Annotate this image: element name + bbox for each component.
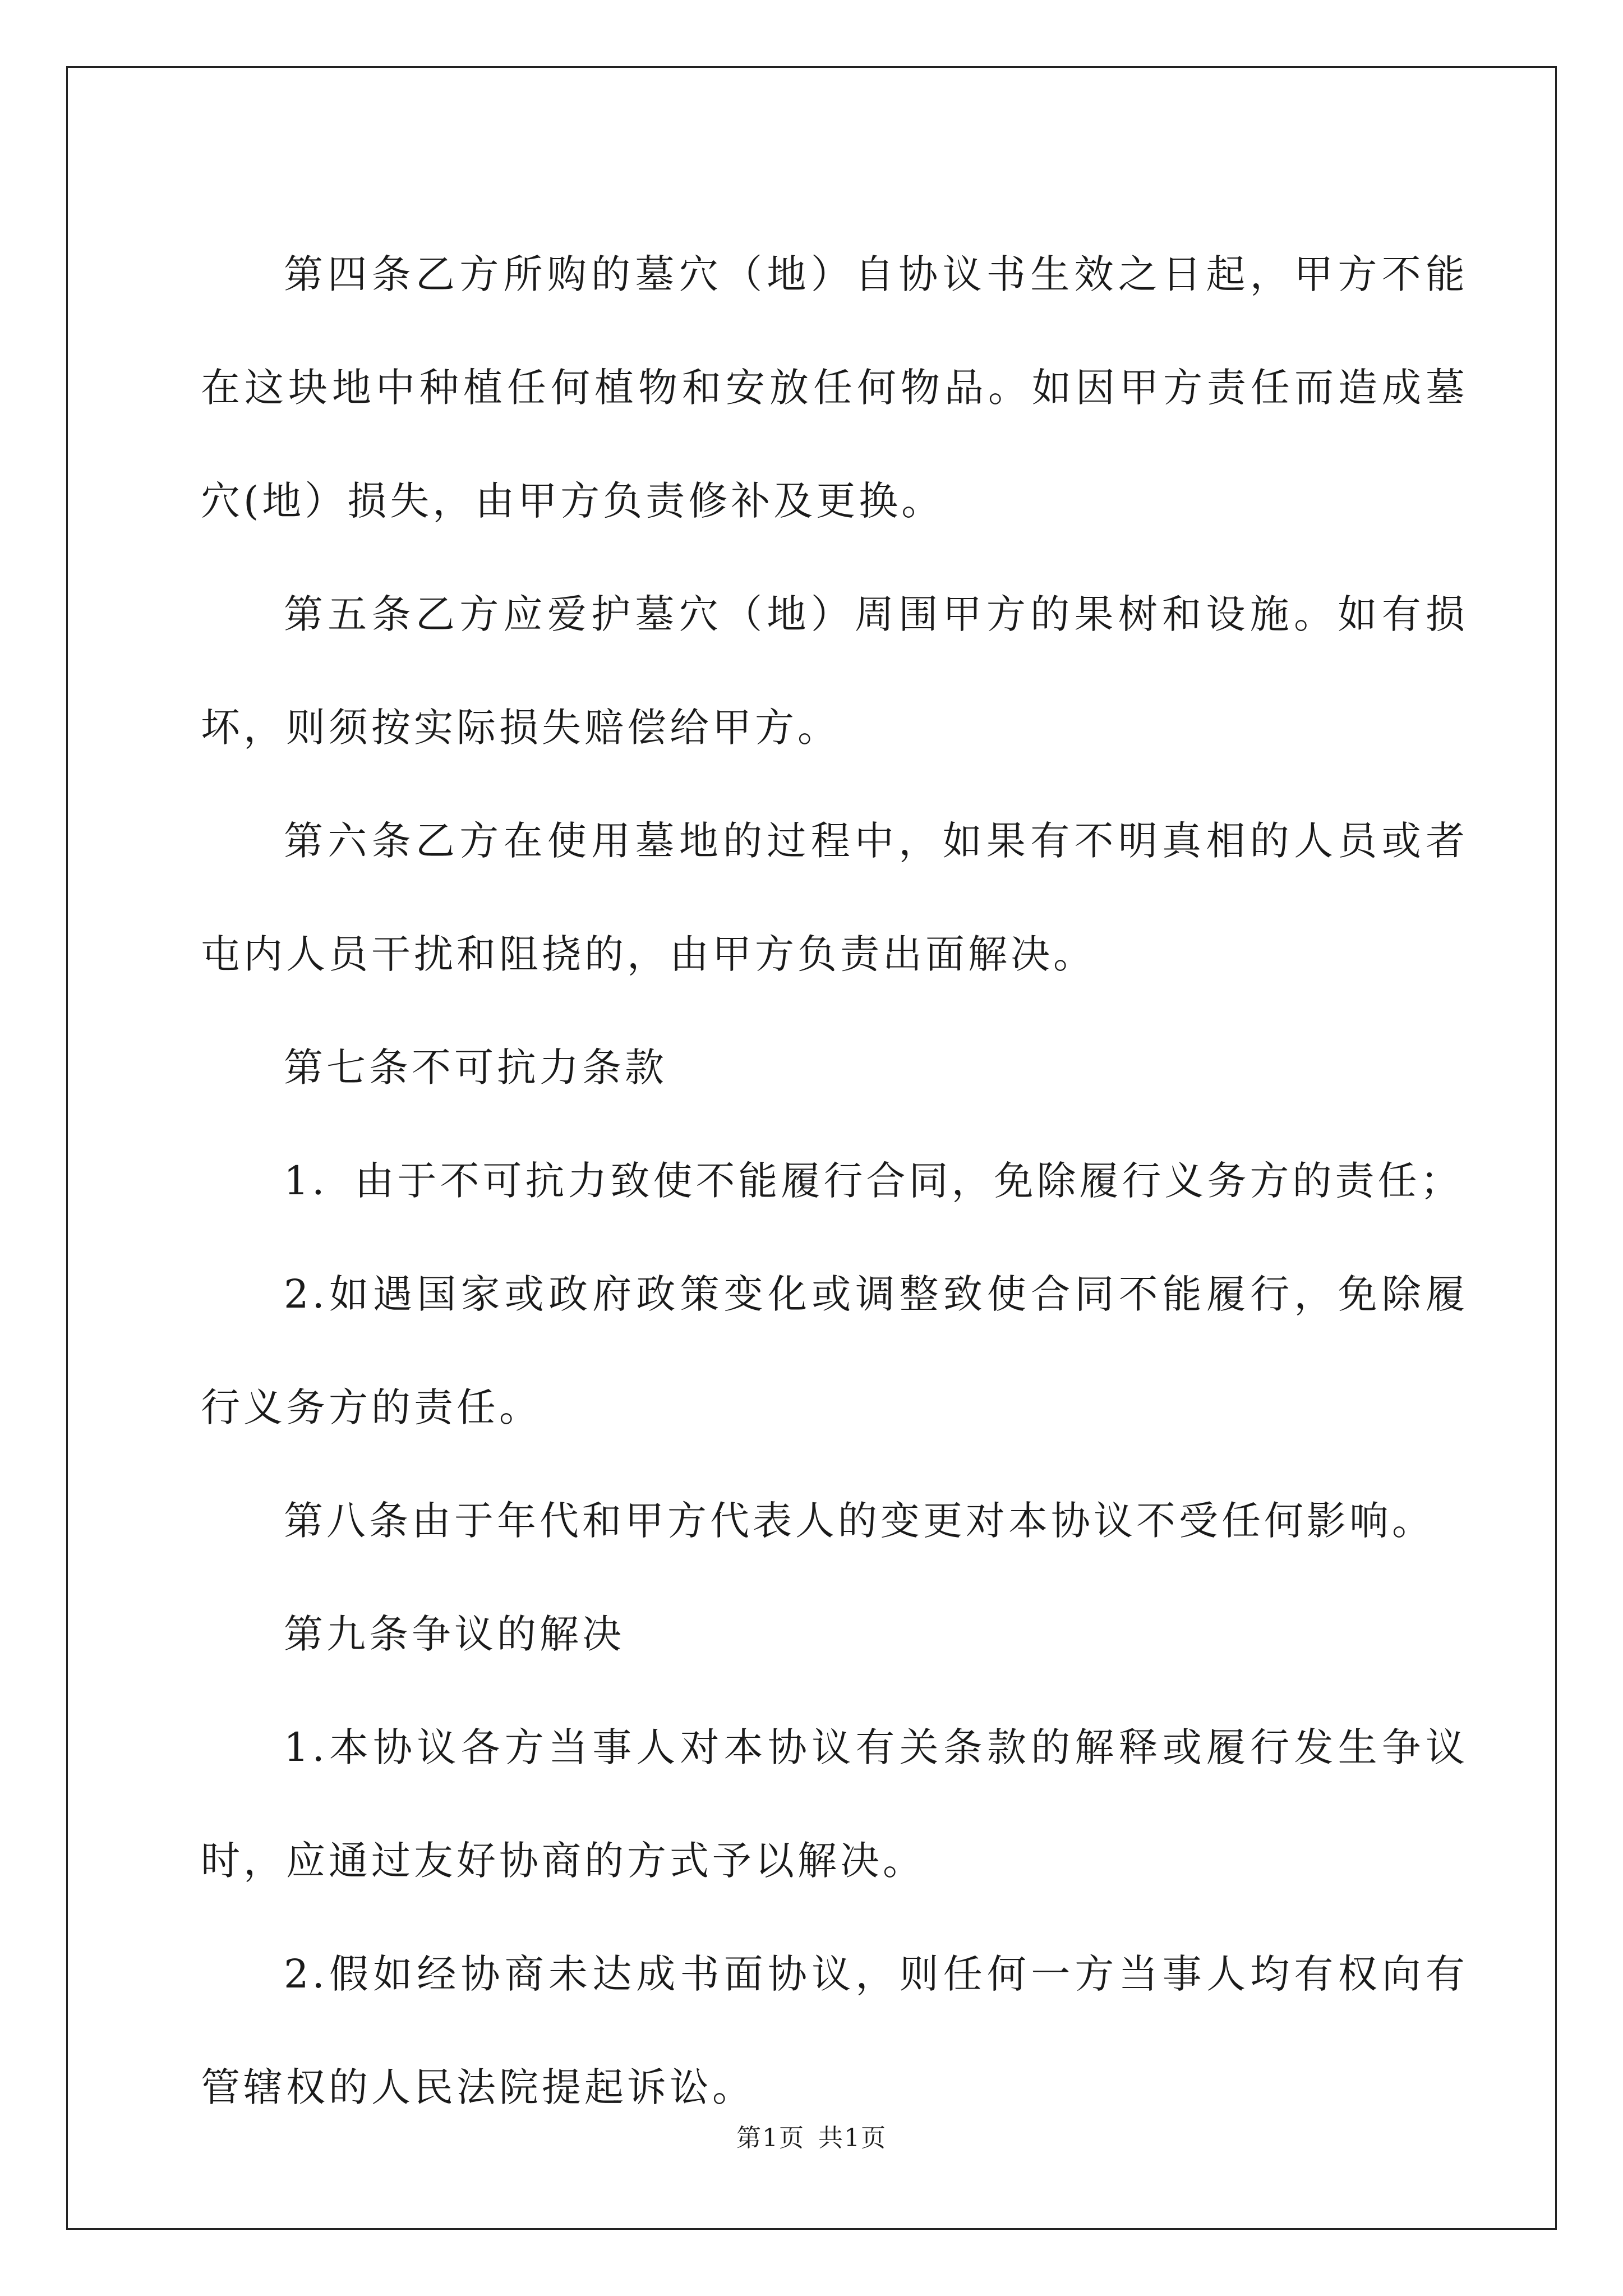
paragraph-article-7-item-1: 1．由于不可抗力致使不能履行合同，免除履行义务方的责任； (284, 1158, 1463, 1204)
page-footer (0, 2122, 1623, 2155)
paragraph-article-8: 第八条由于年代和甲方代表人的变更对本协议不受任何影响。 (284, 1498, 1435, 1544)
page-number-total: 共1页 (818, 2124, 887, 2152)
paragraph-article-6: 第六条乙方在使用墓地的过程中，如果有不明真相的人员或者屯内人员干扰和阻挠的，由甲方负责出面解决。 (201, 818, 1468, 977)
paragraph-article-9-item-2: 2.假如经协商未达成书面协议，则任何一方当事人均有权向有管辖权的人民法院提起诉讼。 (201, 1951, 1468, 2110)
document-body (201, 218, 1468, 2144)
paragraph-article-7-item-2: 2.如遇国家或政府政策变化或调整致使合同不能履行，免除履行义务方的责任。 (201, 1271, 1468, 1430)
paragraph-article-5: 第五条乙方应爱护墓穴（地）周围甲方的果树和设施。如有损坏，则须按实际损失赔偿给甲方。 (201, 591, 1468, 751)
heading-article-9: 第九条争议的解决 (284, 1611, 625, 1657)
paragraph-article-4: 第四条乙方所购的墓穴（地）自协议书生效之日起，甲方不能在这块地中种植任何植物和安放任何物品。如因甲方责任而造成墓穴(地）损失，由甲方负责修补及更换。 (201, 251, 1468, 524)
paragraph-article-9-item-1: 1.本协议各方当事人对本协议有关条款的解释或履行发生争议时，应通过友好协商的方式予以解决。 (201, 1724, 1468, 1884)
heading-article-7: 第七条不可抗力条款 (284, 1045, 667, 1091)
page-number-current: 第1页 (736, 2124, 805, 2152)
